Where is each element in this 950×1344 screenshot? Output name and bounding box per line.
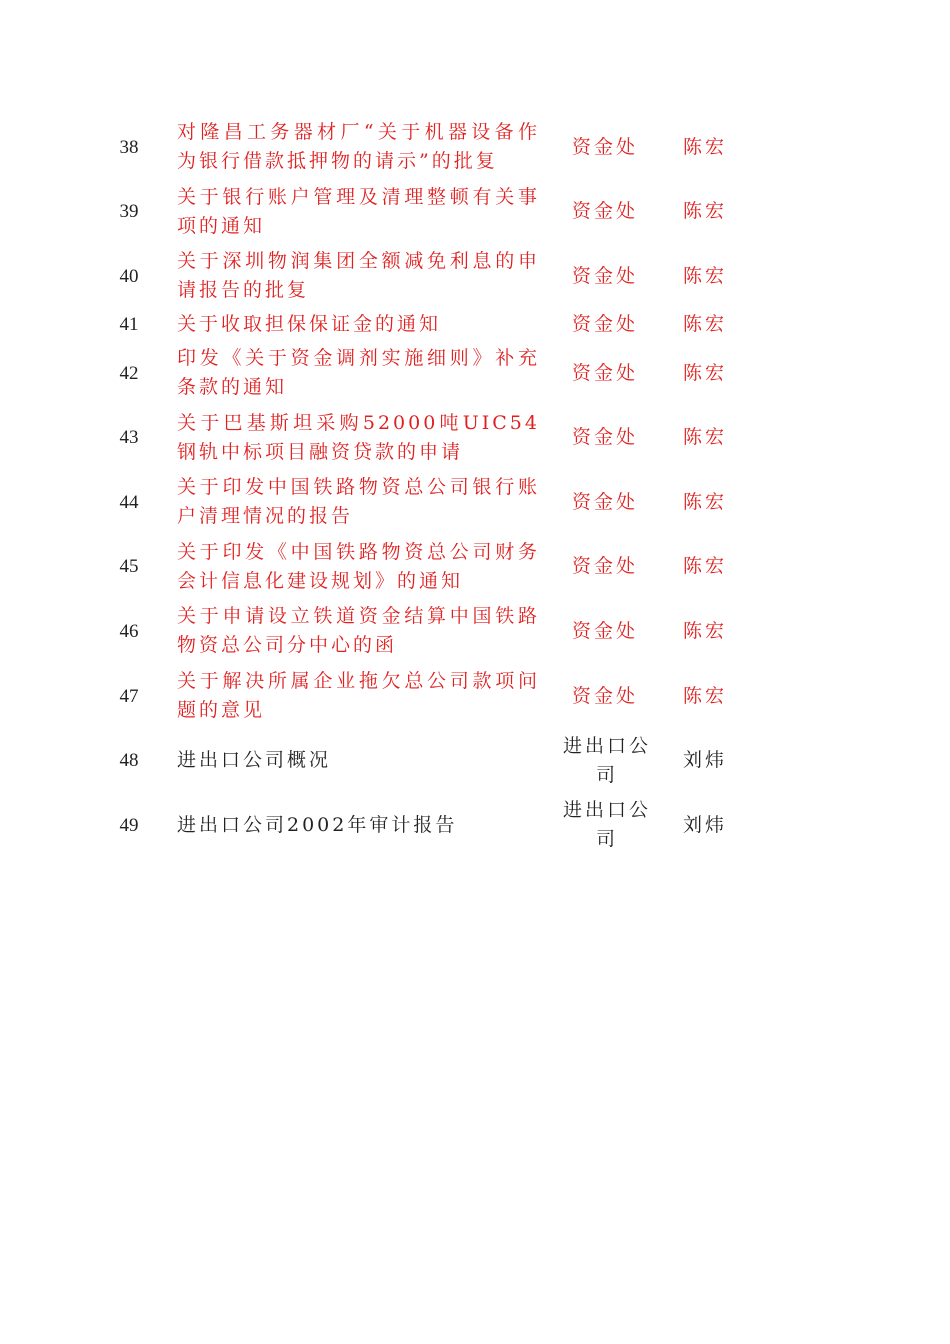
row-number: 46: [119, 620, 139, 642]
responsible-person: 陈宏: [682, 619, 727, 642]
department: 进出口公司: [562, 734, 651, 786]
document-title: 印发《关于资金调剂实施细则》补充条款的通知: [177, 347, 540, 399]
table-row: [100, 664, 750, 729]
table-row: [100, 244, 750, 309]
department: 资金处: [571, 313, 638, 336]
department: 资金处: [571, 264, 638, 287]
department: 资金处: [571, 490, 638, 513]
department: 资金处: [571, 555, 638, 578]
row-number: 45: [119, 556, 139, 578]
row-number: 40: [119, 265, 139, 287]
document-title: 关于解决所属企业拖欠总公司款项问题的意见: [177, 670, 540, 722]
table-row: [100, 309, 750, 341]
table-row: [100, 793, 750, 858]
department: 资金处: [571, 619, 638, 642]
row-number: 39: [119, 201, 139, 223]
row-number: 41: [119, 314, 139, 336]
document-title: 关于巴基斯坦采购52000吨UIC54钢轨中标项目融资贷款的申请: [177, 411, 540, 463]
responsible-person: 刘炜: [682, 813, 727, 836]
responsible-person: 刘炜: [682, 749, 727, 772]
responsible-person: 陈宏: [682, 313, 727, 336]
table-row: [100, 341, 750, 406]
document-list-table: [100, 115, 750, 858]
row-number: 44: [119, 491, 139, 513]
table-row: [100, 470, 750, 535]
table-row: [100, 535, 750, 600]
row-number: 47: [119, 685, 139, 707]
row-number: 48: [119, 750, 139, 772]
department: 资金处: [571, 135, 638, 158]
department: 资金处: [571, 426, 638, 449]
table-row: [100, 599, 750, 664]
responsible-person: 陈宏: [682, 426, 727, 449]
responsible-person: 陈宏: [682, 200, 727, 223]
document-title: 关于印发中国铁路物资总公司银行账户清理情况的报告: [177, 476, 540, 528]
document-title: 关于银行账户管理及清理整顿有关事项的通知: [177, 185, 540, 237]
responsible-person: 陈宏: [682, 555, 727, 578]
document-title: 进出口公司2002年审计报告: [177, 813, 458, 836]
table-row: [100, 180, 750, 245]
department: 进出口公司: [562, 799, 651, 851]
row-number: 49: [119, 814, 139, 836]
document-title: 关于印发《中国铁路物资总公司财务会计信息化建设规划》的通知: [177, 540, 540, 592]
document-title: 进出口公司概况: [177, 749, 332, 772]
document-title: 对隆昌工务器材厂“关于机器设备作为银行借款抵押物的请示”的批复: [177, 121, 540, 173]
document-title: 关于申请设立铁道资金结算中国铁路物资总公司分中心的函: [177, 605, 540, 657]
responsible-person: 陈宏: [682, 361, 727, 384]
department: 资金处: [571, 361, 638, 384]
responsible-person: 陈宏: [682, 684, 727, 707]
table-row: [100, 115, 750, 180]
table-row: [100, 728, 750, 793]
row-number: 42: [119, 362, 139, 384]
responsible-person: 陈宏: [682, 264, 727, 287]
responsible-person: 陈宏: [682, 490, 727, 513]
row-number: 43: [119, 427, 139, 449]
responsible-person: 陈宏: [682, 135, 727, 158]
table-row: [100, 405, 750, 470]
department: 资金处: [571, 200, 638, 223]
department: 资金处: [571, 684, 638, 707]
row-number: 38: [119, 136, 139, 158]
document-title: 关于收取担保保证金的通知: [177, 313, 442, 336]
document-title: 关于深圳物润集团全额减免利息的申请报告的批复: [177, 250, 540, 302]
